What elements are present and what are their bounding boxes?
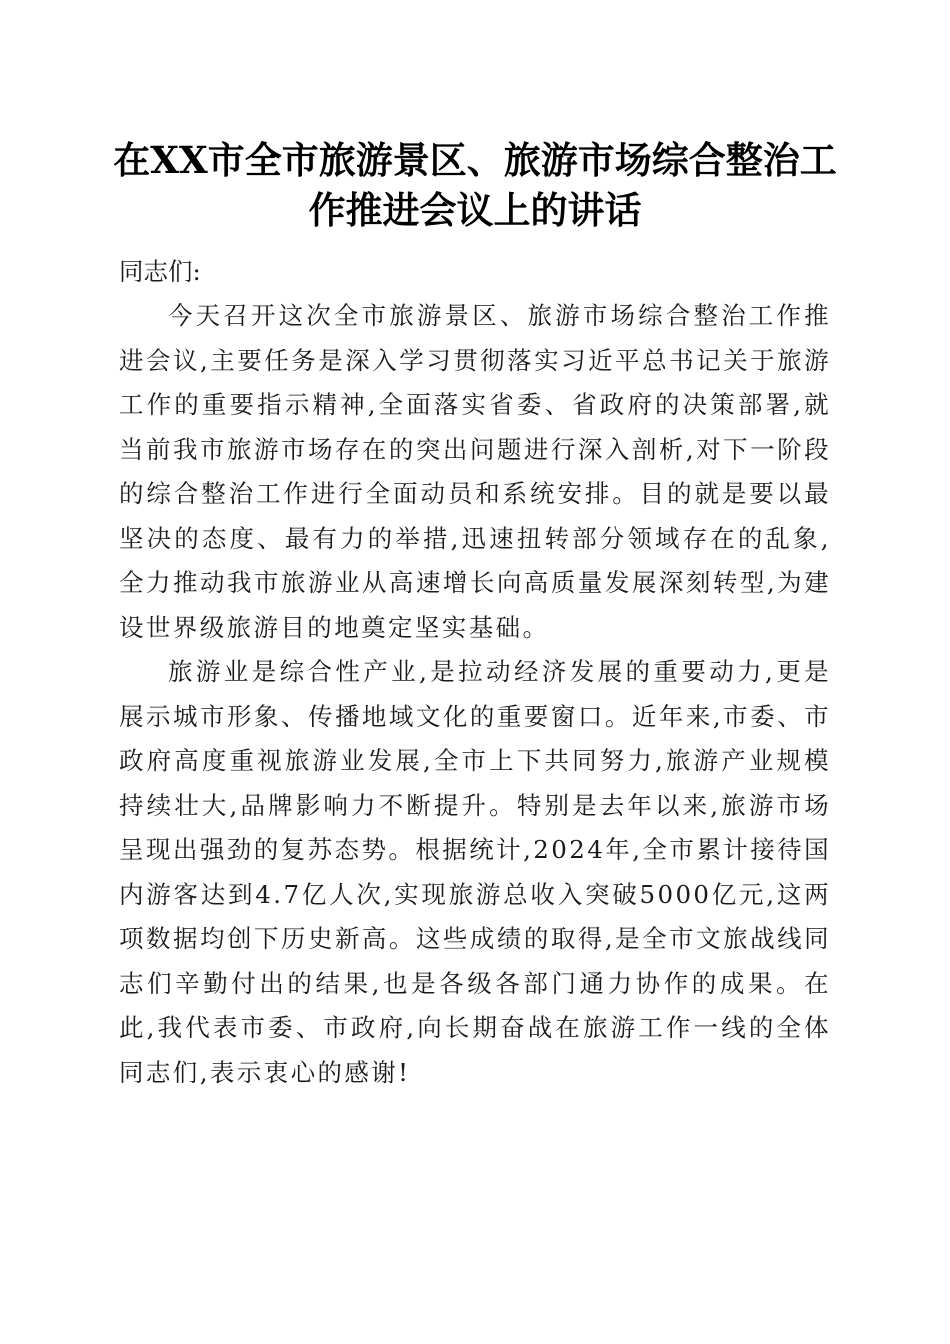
document-title bbox=[110, 135, 840, 235]
paragraph-1: 今天召开这次全市旅游景区、旅游市场综合整治工作推进会议,主要任务是深入学习贯彻落实习近平总书记关于旅游工作的重要指示精神,全面落实省委、省政府的决策部署,就当前我市旅游市场存在的突出问题进行深入剖析,对下一阶段的综合整治工作进行全面动员和系统安排。目的就是要以最坚决的态度、最有力的举措,迅速扭转部分领域存在的乱象,全力推动我市旅游业从高速增长向高质量发展深刻转型,为建设世界级旅游目的地奠定坚实基础。 bbox=[119, 301, 831, 642]
title-line-1: 在XX市全市旅游景区、旅游市场综合整治工 bbox=[113, 138, 837, 182]
title-line-2: 作推进会议上的讲话 bbox=[308, 188, 642, 232]
salutation: 同志们: bbox=[119, 257, 201, 286]
paragraph-2: 旅游业是综合性产业,是拉动经济发展的重要动力,更是展示城市形象、传播地域文化的重要窗口。近年来,市委、市政府高度重视旅游业发展,全市上下共同努力,旅游产业规模持续壮大,品牌影响力不断提升。特别是去年以来,旅游市场呈现出强劲的复苏态势。根据统计,2024年,全市累计接待国内游客达到4.7亿人次,实现旅游总收入突破5000亿元,这两项数据均创下历史新高。这些成绩的取得,是全市文旅战线同志们辛勤付出的结果,也是各级各部门通力协作的成果。在此,我代表市委、市政府,向长期奋战在旅游工作一线的全体同志们,表示衷心的感谢! bbox=[119, 657, 831, 1087]
document-body bbox=[119, 250, 831, 1095]
